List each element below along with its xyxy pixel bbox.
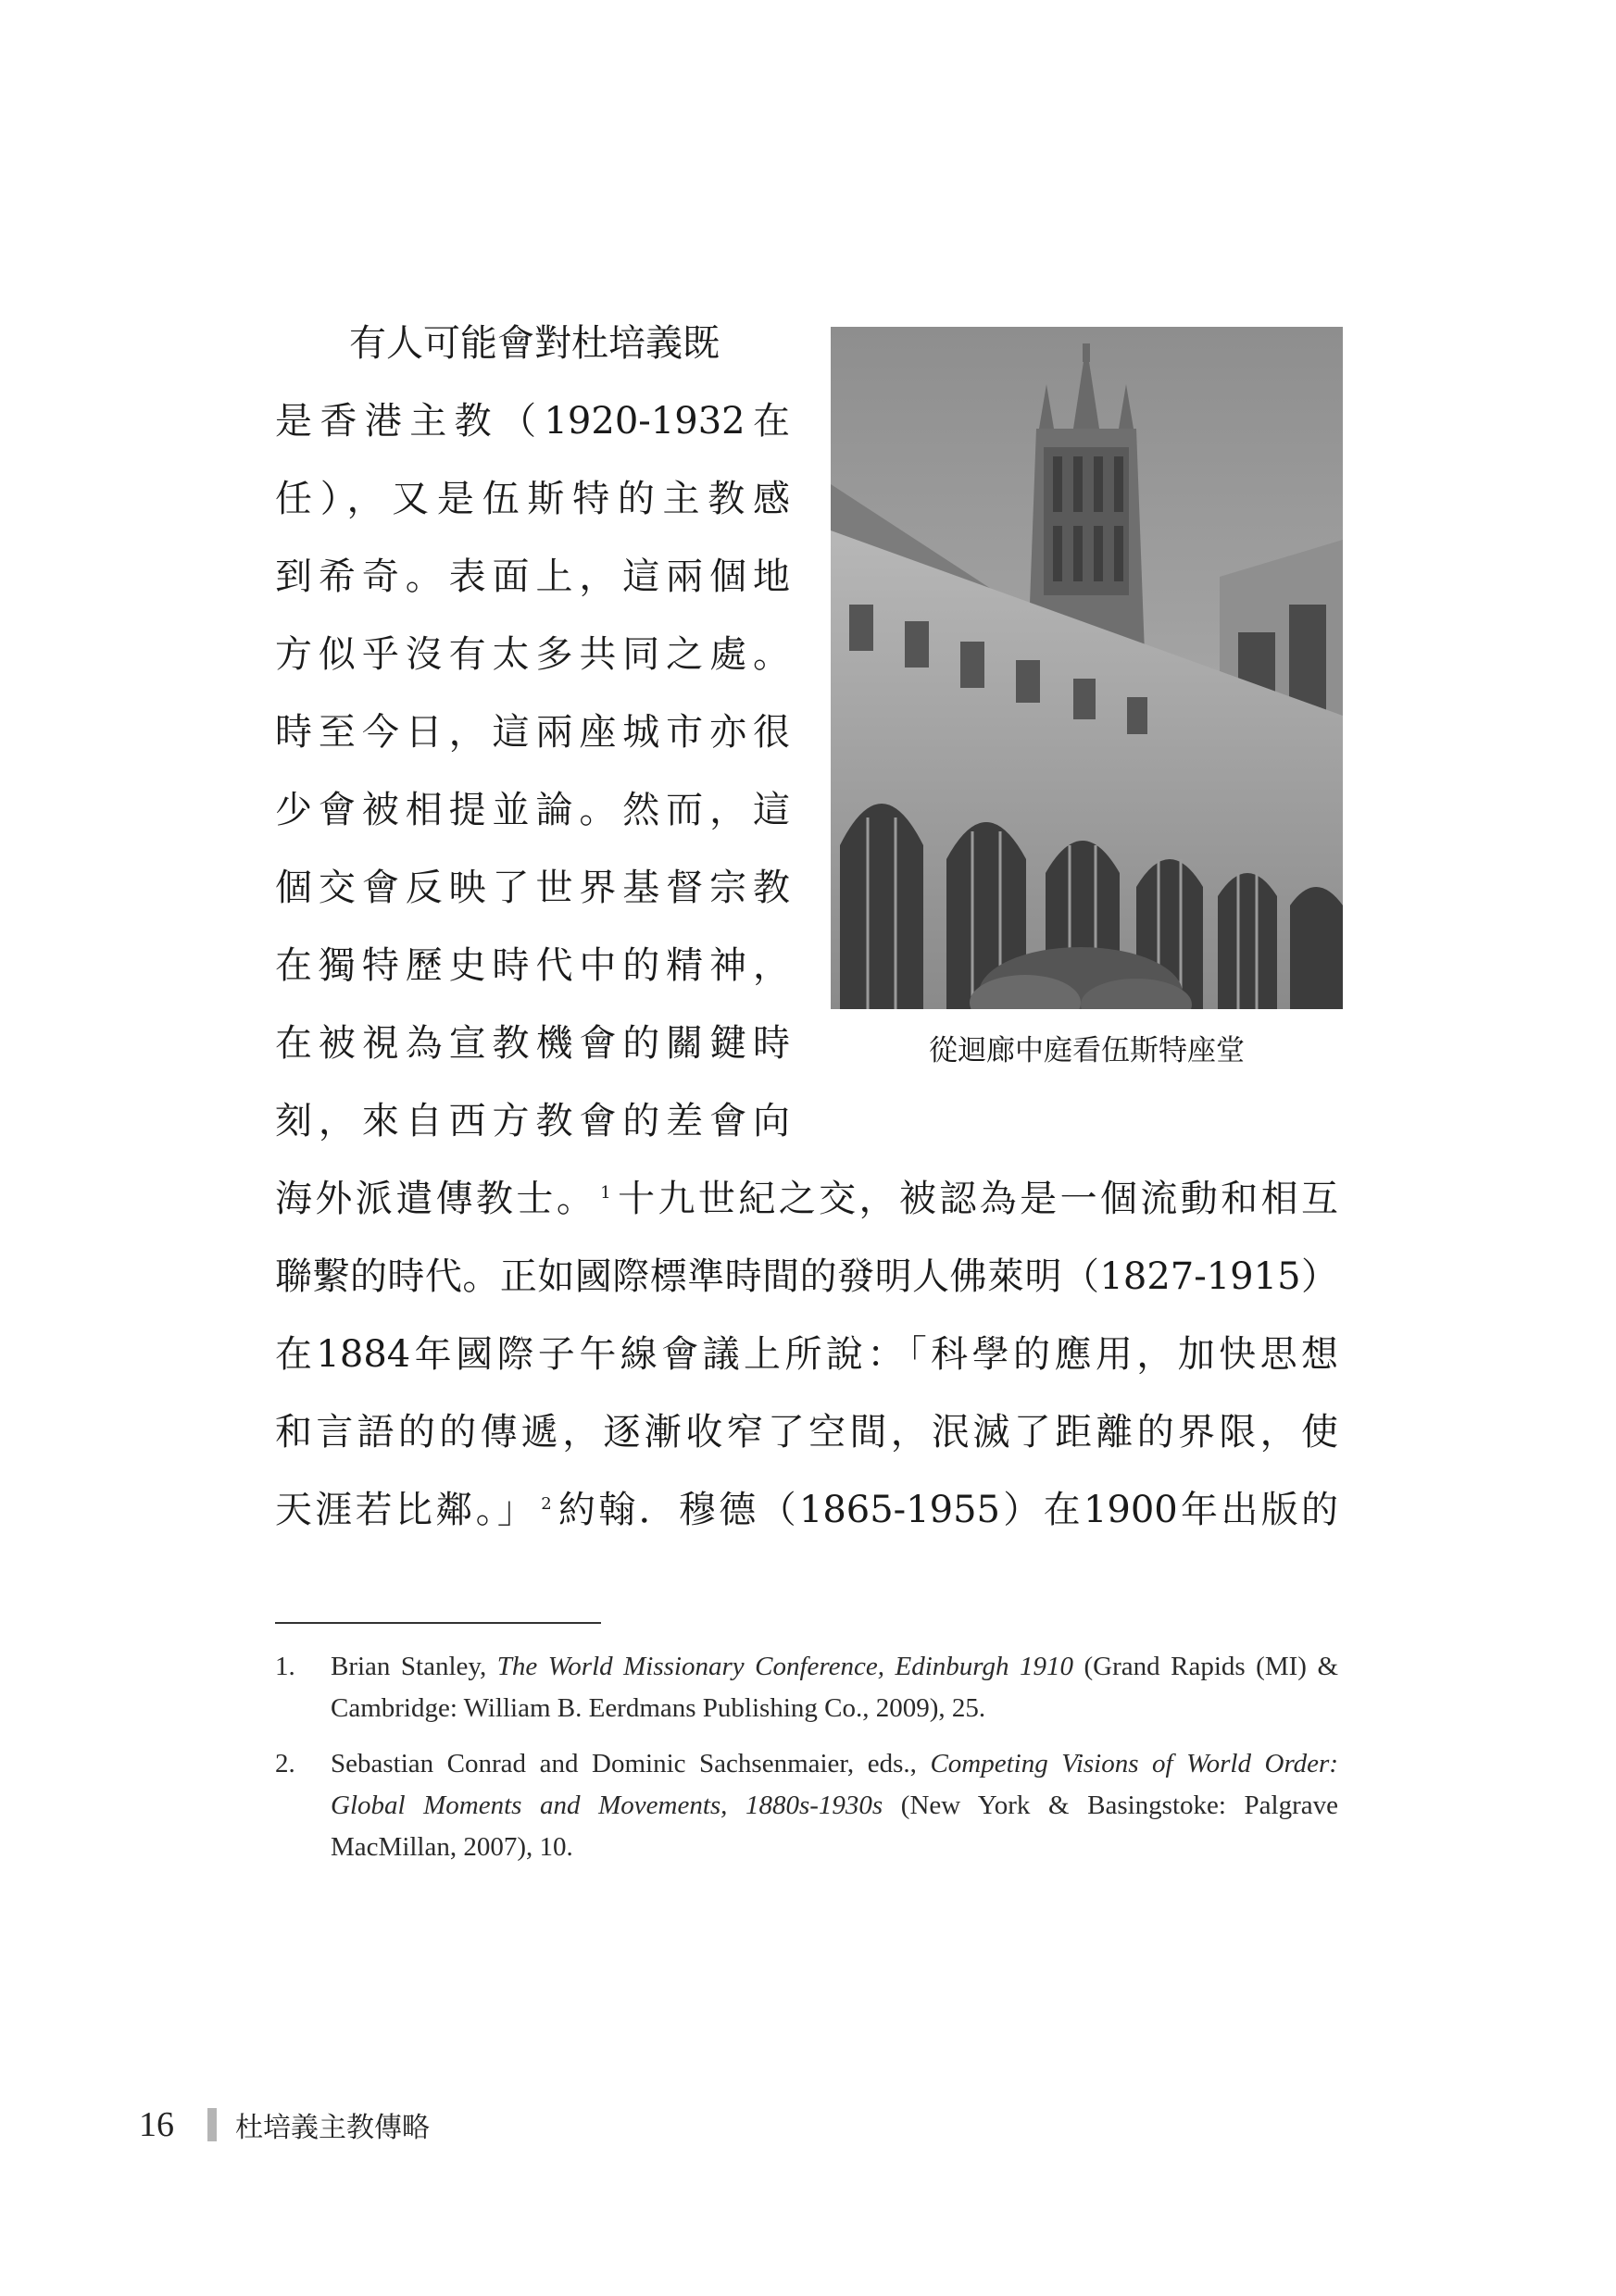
figure-caption: 從迴廊中庭看伍斯特座堂 [929,1034,1245,1067]
footnote-ref[interactable]: 1 [600,1183,611,1203]
footnote-number: 2. [275,1749,295,1778]
text-line: 聯繫的時代。正如國際標準時間的發明人佛萊明（1827-1915） [275,1255,1338,1298]
text-line: 方似乎沒有太多共同之處。 [275,633,790,676]
text-line: 任），又是伍斯特的主教感 [275,478,790,520]
text-line: 有人可能會對杜培義既 [349,322,720,365]
text-line: 在1884年國際子午線會議上所說：「科學的應用，加快思想 [275,1333,1338,1376]
footnote-text-segment: (Grand Rapids (MI) & Cambridge: William B. Eerdmans Publishing Co., 2009), 25. [331,1652,1338,1723]
footnote-title: The World Missionary Conference, Edinburgh 1910 [496,1652,1073,1681]
footnote-ref[interactable]: 2 [541,1494,552,1514]
text-line: 刻，來自西方教會的差會向 [275,1100,790,1142]
text-line [275,1178,1339,1220]
text-line: 在獨特歷史時代中的精神， [275,944,790,987]
footnote-text-segment: (New York & Basingstoke: Palgrave MacMillan, 2007), 10. [331,1791,1338,1862]
text-segment: 海外派遣傳教士。 [275,1178,597,1220]
footnote-divider [275,1622,601,1624]
cathedral-photo [831,327,1343,1009]
text-line: 到希奇。表面上，這兩個地 [275,555,790,598]
text-line [275,1491,1338,1529]
page-number: 16 [139,2105,174,2144]
text-line: 時至今日，這兩座城市亦很 [275,711,790,754]
footnote-text [331,1743,1338,1868]
text-segment: 約翰．穆德（1865-1955）在1900年出版的 [555,1489,1339,1531]
text-segment: 天涯若比鄰。」 [275,1489,538,1531]
running-title: 杜培義主教傳略 [235,2113,430,2143]
text-line: 是香港主教（1920-1932在 [275,400,790,443]
text-line: 和言語的的傳遞，逐漸收窄了空間，泯滅了距離的界限，使 [275,1411,1338,1454]
footnote [275,1646,1340,1729]
footer-divider [207,2108,217,2141]
text-line: 少會被相提並論。然而，這 [275,789,790,831]
footnote-text-segment: Sebastian Conrad and Dominic Sachsenmaier, eds., [331,1749,931,1778]
footnote-text [331,1646,1338,1729]
footnote-title: Competing Visions of World Order: Global Moments and Movements, 1880s-1930s [331,1749,1338,1820]
text-line: 在被視為宣教機會的關鍵時 [275,1022,790,1065]
text-line: 個交會反映了世界基督宗教 [275,867,790,909]
footnote-text-segment: Brian Stanley, [331,1652,497,1681]
footnote-number: 1. [275,1652,295,1681]
footnote [275,1743,1340,1868]
page-footer [139,2102,430,2148]
text-segment: 十九世紀之交，被認為是一個流動和相互 [614,1178,1339,1220]
